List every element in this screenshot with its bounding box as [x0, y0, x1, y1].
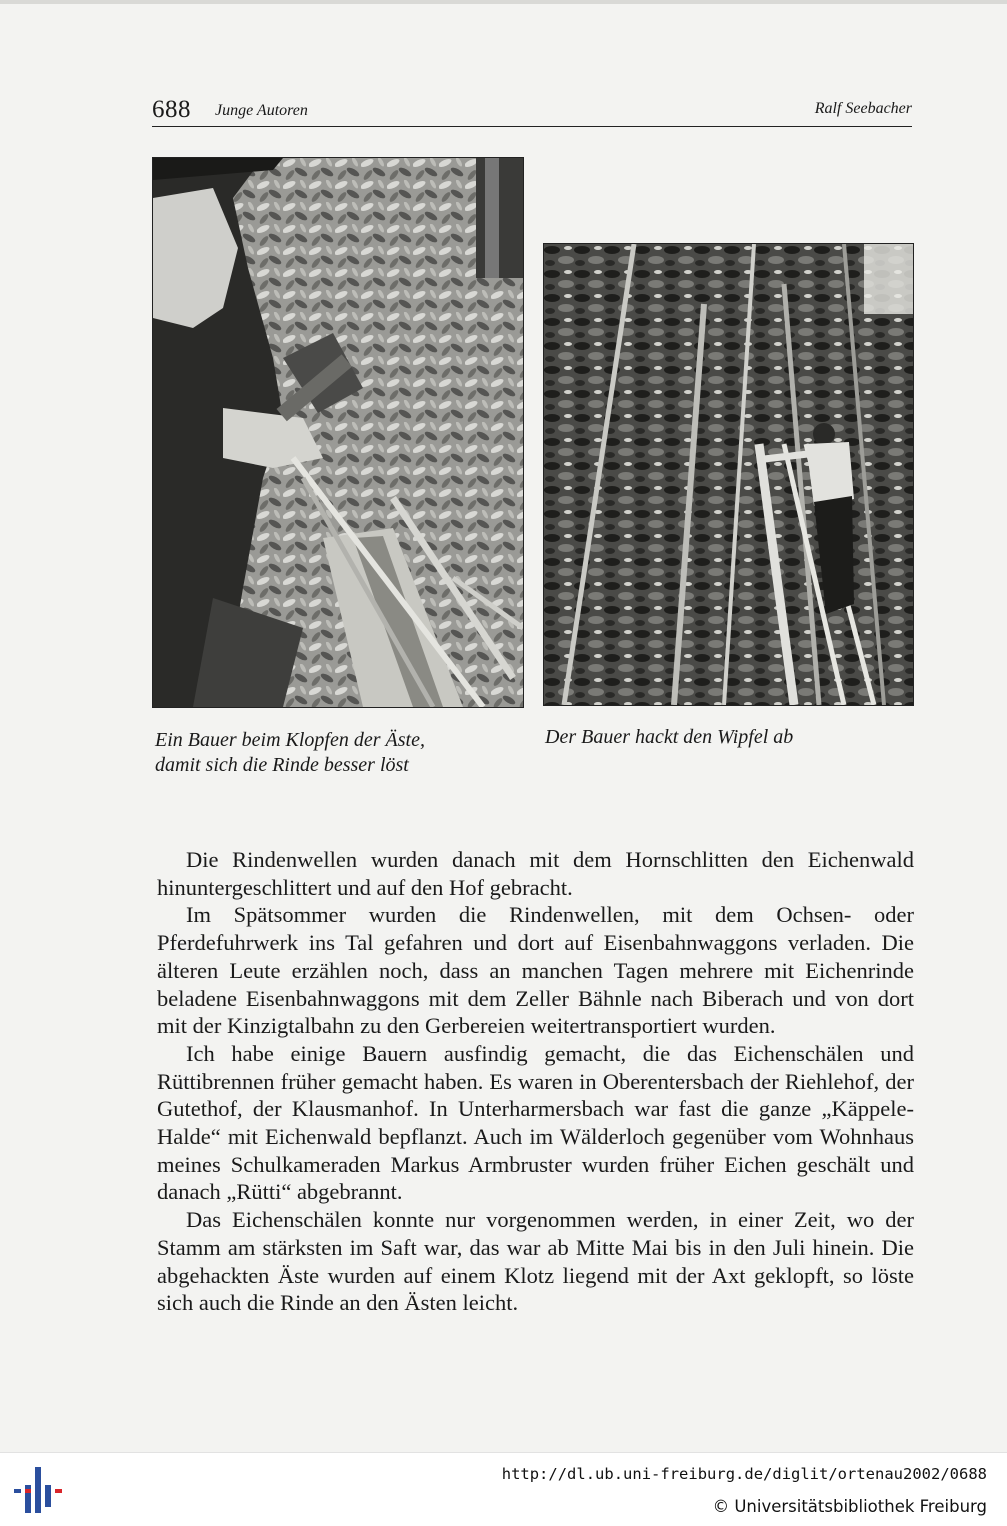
caption-right-line1: Der Bauer hackt den Wipfel ab	[545, 726, 794, 748]
scan-edge	[0, 0, 1007, 4]
section-title: Junge Autoren	[215, 102, 308, 119]
caption-right	[545, 725, 905, 750]
paragraph: Das Eichenschälen konnte nur vorgenommen werden, in einer Zeit, wo der Stamm am stärksten im Saft war, das war ab Mitte Mai bis in den Juli hinein. Die abgehackten Äste wurden auf einem Klotz liegend mit der Axt geklopft, so löste sich auch die Rinde an den Ästen leicht.	[157, 1207, 914, 1316]
caption-left-line2: damit sich die Rinde besser löst	[155, 754, 409, 776]
footer-copyright: © Universitätsbibliothek Freiburg	[712, 1497, 987, 1516]
photo-farmer-on-ladder	[543, 243, 914, 706]
caption-left	[155, 728, 515, 778]
author-name: Ralf Seebacher	[814, 100, 912, 117]
paragraph: Im Spätsommer wurden die Rindenwellen, mit dem Ochsen- oder Pferdefuhrwerk ins Tal gefahren und dort auf Eisenbahnwaggons verladen. Die älteren Leute erzählen noch, dass an manchen Tagen mehrere mit Eichenrinde beladene Eisenbahnwaggons mit dem Zeller Bähnle nach Biberach und von dort mit der Kinzigtalbahn zu den Gerbereien weitertransportiert wurden.	[157, 902, 914, 1039]
footer-permalink[interactable]: http://dl.ub.uni-freiburg.de/diglit/ortenau2002/0688	[501, 1465, 987, 1483]
page-number: 688	[152, 96, 191, 123]
paragraph: Die Rindenwellen wurden danach mit dem Hornschlitten den Eichenwald hinuntergeschlittert und auf den Hof gebracht.	[157, 847, 914, 900]
body-text	[157, 846, 914, 1317]
paragraph: Ich habe einige Bauern ausfindig gemacht, die das Eichenschälen und Rüttibrennen früher gemacht haben. Es waren in Oberentersbach der Riehlehof, der Gutethof, der Klausmanhof. In Unterharmersbach war fast die ganze „Käppele-Halde“ mit Eichenwald bepflanzt. Auch im Wälderloch gegenüber vom Wohnhaus meines Schulkameraden Markus Armbruster wurden früher Eichen geschält und danach „Rütti“ abgebrannt.	[157, 1040, 914, 1205]
running-header	[152, 94, 912, 127]
photo-farmer-knocking-branches	[152, 157, 524, 708]
viewer-footer	[0, 1452, 1007, 1526]
caption-left-line1: Ein Bauer beim Klopfen der Äste,	[155, 729, 425, 751]
library-logo-icon	[14, 1467, 64, 1513]
